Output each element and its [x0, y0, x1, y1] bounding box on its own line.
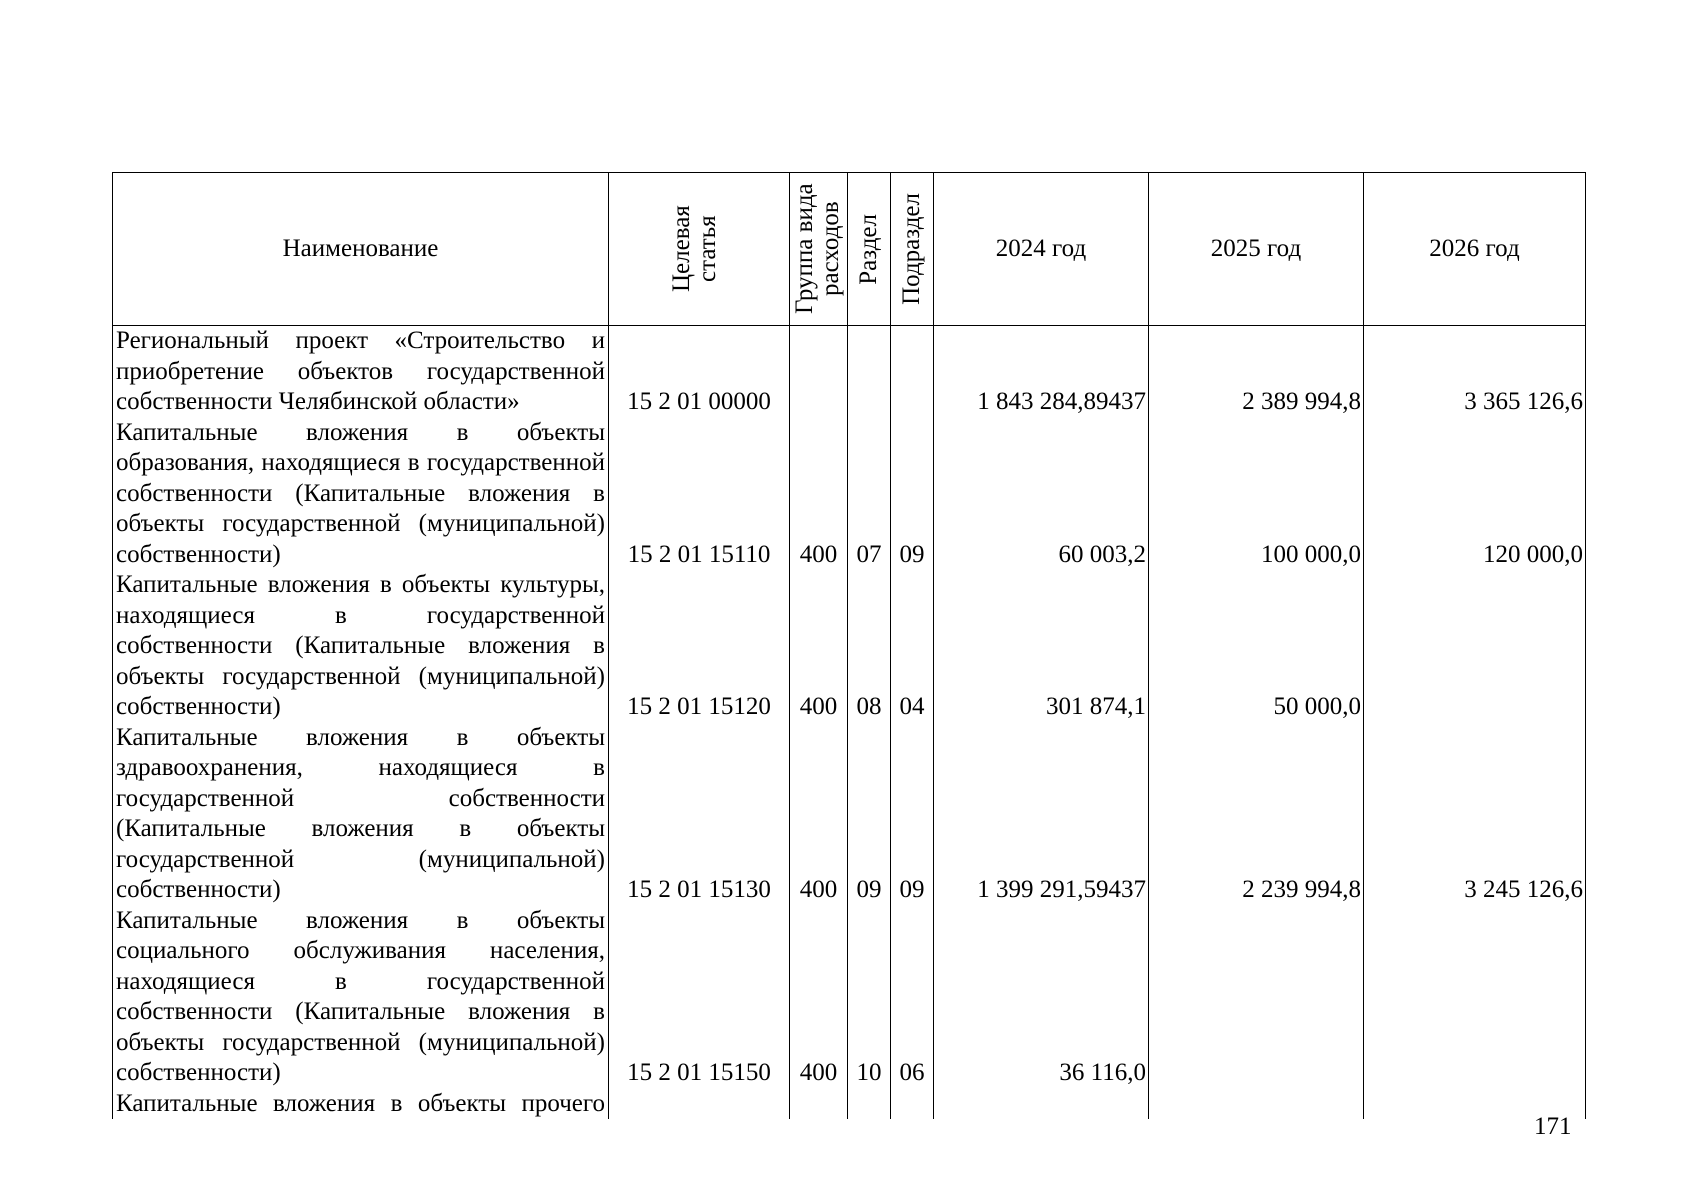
row-year-2024 — [934, 1089, 1149, 1120]
header-target-article-label: Целевая статья — [668, 205, 721, 293]
row-expense-group — [790, 1089, 848, 1120]
row-expense-group: 400 — [790, 418, 848, 571]
row-subsection — [891, 1089, 934, 1120]
row-name: Капитальные вложения в объекты образования, находящиеся в государственной собственности (Капитальные вложения в объекты государственной (муниципальной) собственности) — [113, 418, 609, 571]
table-header — [113, 173, 1586, 326]
row-year-2024: 36 116,0 — [934, 906, 1149, 1089]
row-subsection: 04 — [891, 570, 934, 723]
table-row — [113, 723, 1586, 906]
row-year-2025 — [1149, 1089, 1364, 1120]
table-body — [113, 326, 1586, 1120]
budget-table — [112, 172, 1586, 1119]
row-section — [848, 326, 891, 418]
row-section: 08 — [848, 570, 891, 723]
header-name — [113, 173, 609, 326]
header-year-2025-label: 2025 год — [1210, 234, 1302, 262]
row-subsection: 06 — [891, 906, 934, 1089]
row-name: Капитальные вложения в объекты социального обслуживания населения, находящиеся в государственной собственности (Капитальные вложения в объекты государственной (муниципальной) собственности) — [113, 906, 609, 1089]
row-year-2024: 1 399 291,59437 — [934, 723, 1149, 906]
header-year-2025 — [1149, 173, 1364, 326]
row-section — [848, 1089, 891, 1120]
row-section: 10 — [848, 906, 891, 1089]
header-subsection — [891, 173, 934, 326]
row-section: 09 — [848, 723, 891, 906]
row-expense-group: 400 — [790, 570, 848, 723]
row-subsection — [891, 326, 934, 418]
row-subsection: 09 — [891, 418, 934, 571]
row-section: 07 — [848, 418, 891, 571]
header-year-2026 — [1364, 173, 1586, 326]
header-name-label: Наименование — [282, 234, 439, 262]
row-year-2026: 3 245 126,6 — [1364, 723, 1586, 906]
row-year-2026 — [1364, 906, 1586, 1089]
header-year-2024 — [934, 173, 1149, 326]
header-section — [848, 173, 891, 326]
row-expense-group — [790, 326, 848, 418]
row-year-2025: 100 000,0 — [1149, 418, 1364, 571]
page-number: 171 — [1534, 1113, 1572, 1140]
row-year-2025 — [1149, 906, 1364, 1089]
table-row — [113, 1089, 1586, 1120]
row-expense-group: 400 — [790, 906, 848, 1089]
header-section-label: Раздел — [855, 213, 882, 285]
row-year-2026: 3 365 126,6 — [1364, 326, 1586, 418]
row-year-2024: 301 874,1 — [934, 570, 1149, 723]
row-target-article: 15 2 01 15130 — [609, 723, 790, 906]
row-year-2025: 2 389 994,8 — [1149, 326, 1364, 418]
table-row — [113, 906, 1586, 1089]
row-year-2026: 120 000,0 — [1364, 418, 1586, 571]
row-name: Капитальные вложения в объекты прочего — [113, 1089, 609, 1120]
row-target-article: 15 2 01 15120 — [609, 570, 790, 723]
row-year-2024: 1 843 284,89437 — [934, 326, 1149, 418]
header-target-article — [609, 173, 790, 326]
header-subsection-label: Подраздел — [898, 193, 925, 305]
table-row — [113, 570, 1586, 723]
row-subsection: 09 — [891, 723, 934, 906]
row-target-article: 15 2 01 00000 — [609, 326, 790, 418]
header-expense-group — [790, 173, 848, 326]
row-target-article: 15 2 01 15110 — [609, 418, 790, 571]
table-row — [113, 418, 1586, 571]
row-year-2025: 50 000,0 — [1149, 570, 1364, 723]
row-name: Капитальные вложения в объекты здравоохранения, находящиеся в государственной собственности (Капитальные вложения в объекты государственной (муниципальной) собственности) — [113, 723, 609, 906]
row-target-article — [609, 1089, 790, 1120]
row-target-article: 15 2 01 15150 — [609, 906, 790, 1089]
row-year-2026 — [1364, 570, 1586, 723]
row-name: Капитальные вложения в объекты культуры, находящиеся в государственной собственности (Капитальные вложения в объекты государственной (муниципальной) собственности) — [113, 570, 609, 723]
row-expense-group: 400 — [790, 723, 848, 906]
header-year-2026-label: 2026 год — [1429, 234, 1520, 262]
row-name: Региональный проект «Строительство и приобретение объектов государственной собственности Челябинской области» — [113, 326, 609, 418]
header-expense-group-label: Группа вида расходов — [790, 183, 844, 315]
table-row — [113, 326, 1586, 418]
row-year-2024: 60 003,2 — [934, 418, 1149, 571]
header-year-2024-label: 2024 год — [995, 234, 1087, 262]
row-year-2025: 2 239 994,8 — [1149, 723, 1364, 906]
